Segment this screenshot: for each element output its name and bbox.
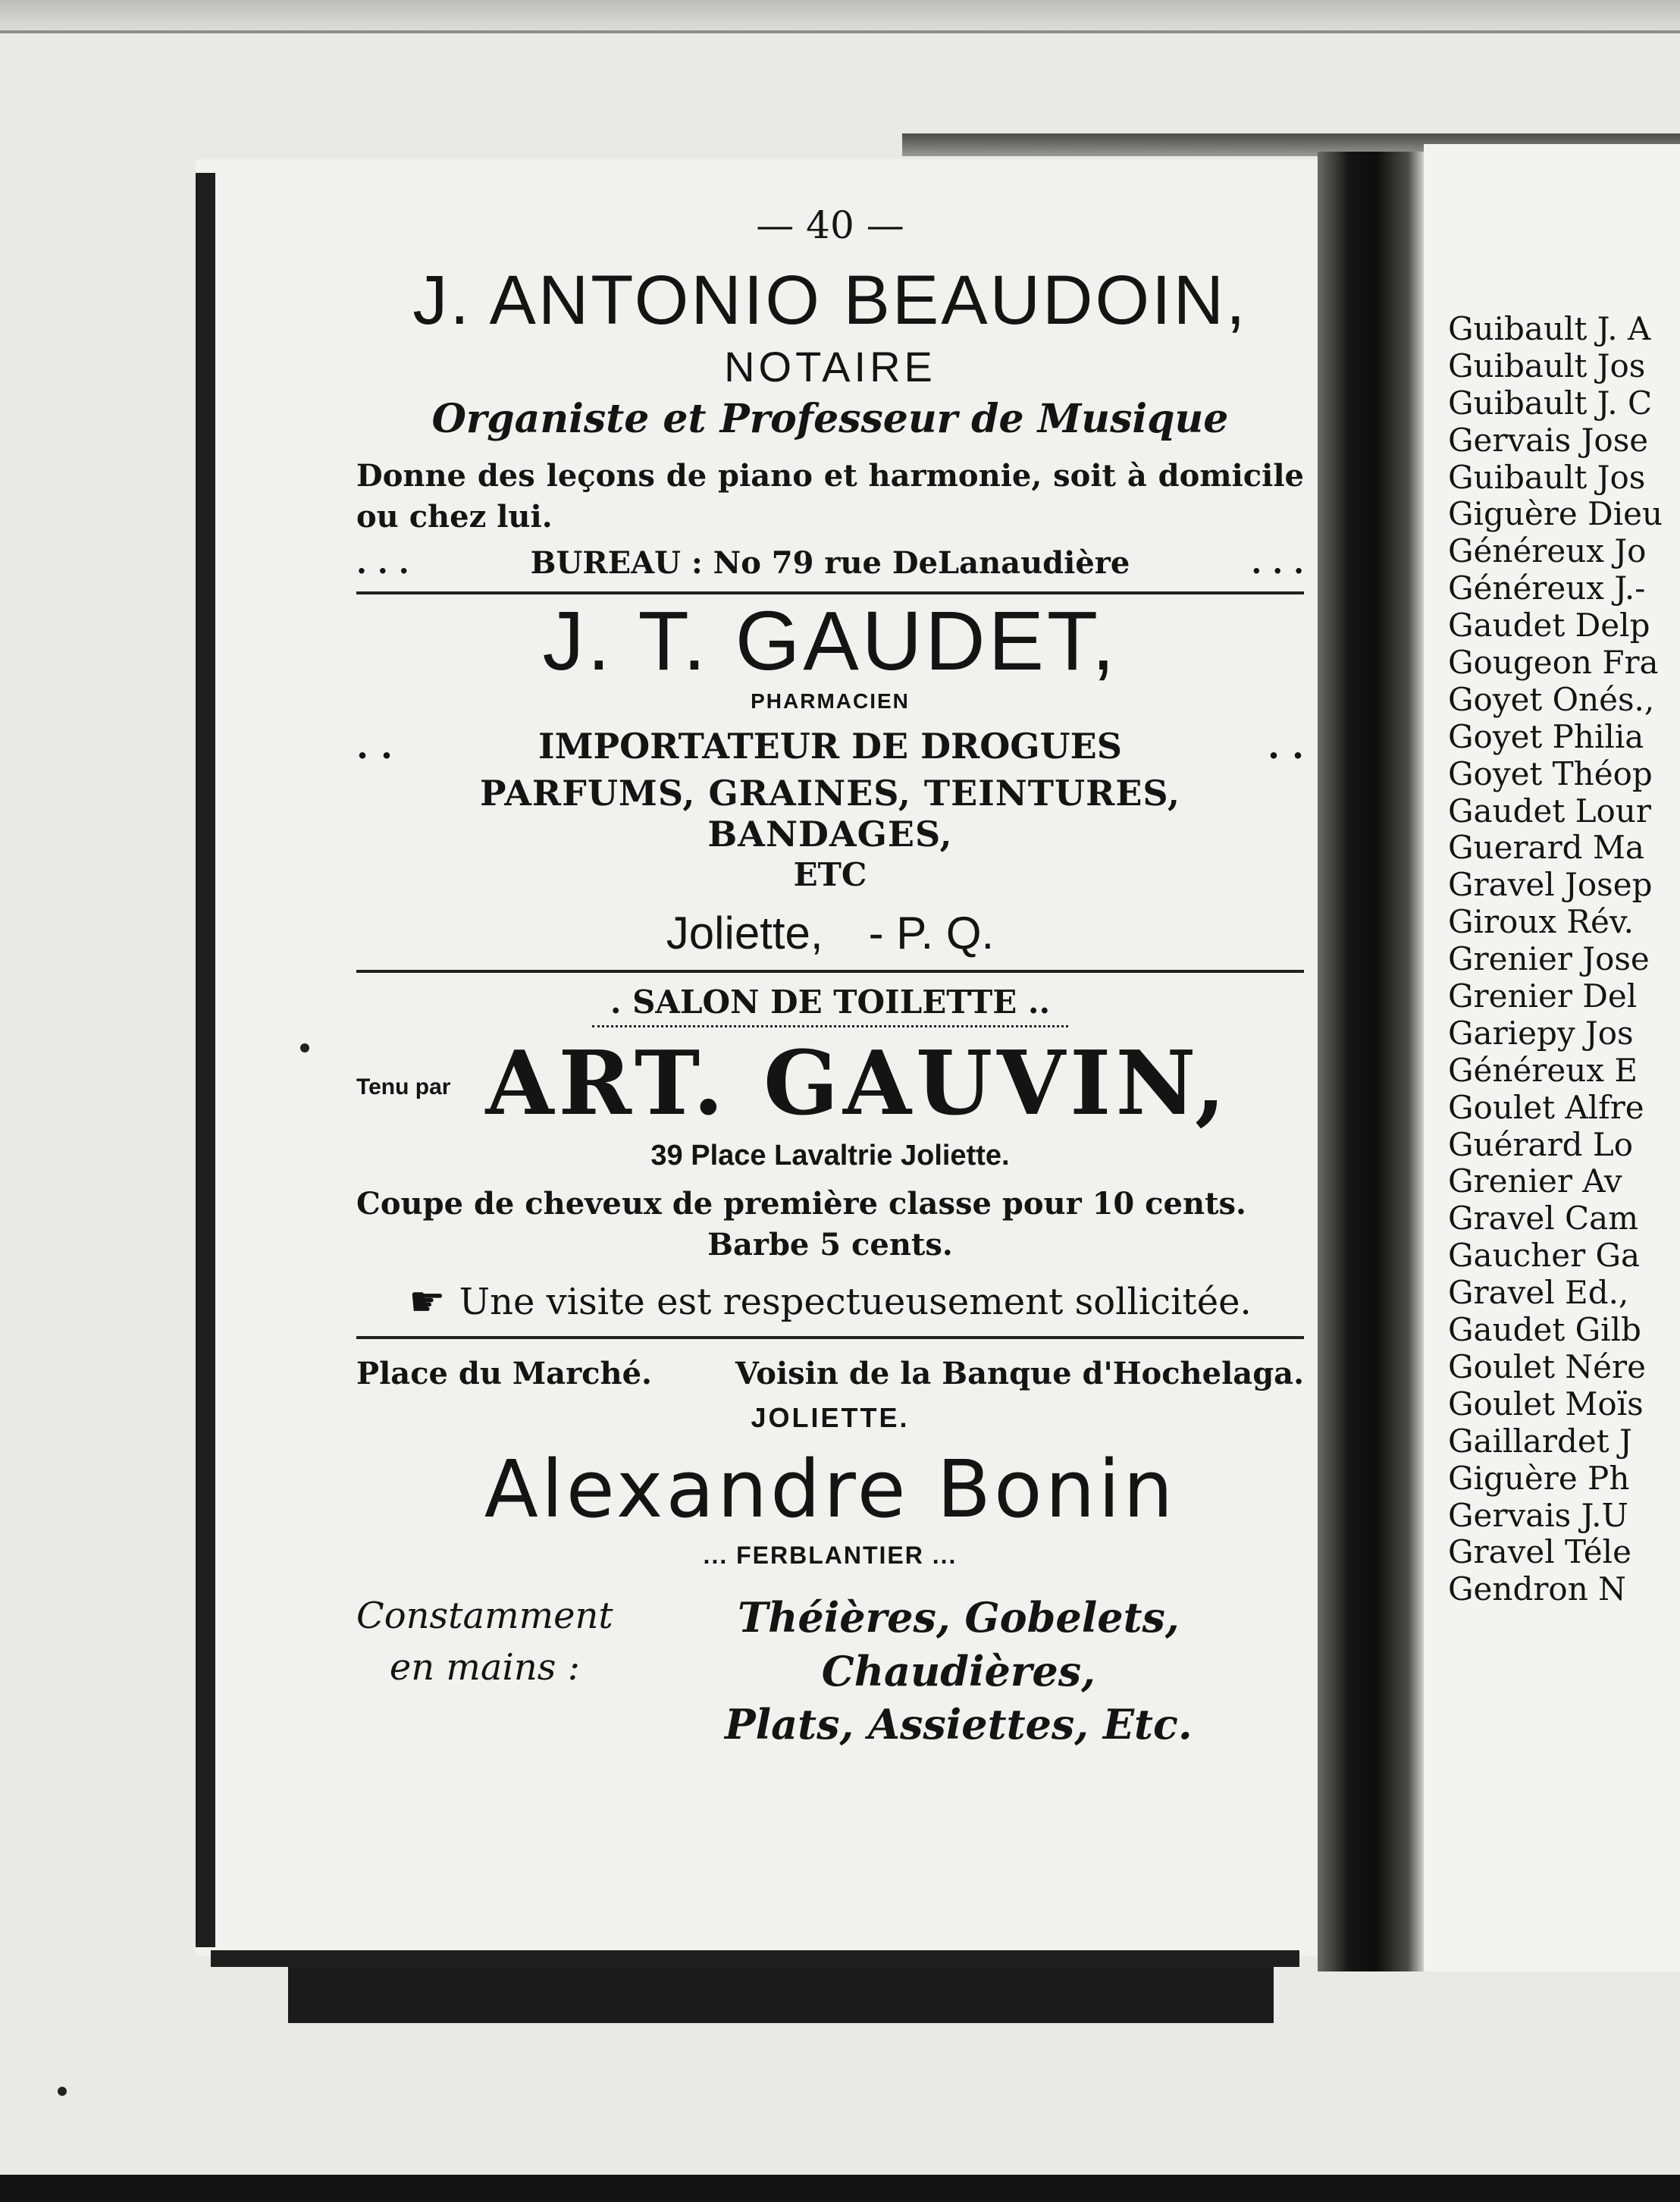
items-line-2: Plats, Assiettes, Etc.	[725, 1699, 1193, 1749]
list-item: Grenier Av	[1448, 1162, 1622, 1200]
list-item: Gravel Josep	[1448, 866, 1653, 904]
constamment-label: Constamment	[356, 1595, 613, 1638]
items-line-1: Théières, Gobelets, Chaudières,	[737, 1593, 1180, 1695]
beaudoin-bureau	[356, 545, 1304, 581]
list-item: Généreux Jo	[1448, 532, 1647, 570]
beaudoin-description: Donne des leçons de piano et harmonie, soit à domicile ou chez lui.	[356, 457, 1304, 535]
gaudet-province: - P. Q.	[868, 908, 995, 959]
gaudet-products: PARFUMS, GRAINES, TEINTURES, BANDAGES,	[480, 773, 1180, 855]
list-item: Gariepy Jos	[1448, 1014, 1634, 1052]
list-item: Gervais J.U	[1448, 1496, 1628, 1534]
bureau-address: BUREAU : No 79 rue DeLanaudière	[530, 544, 1130, 581]
divider-rule	[356, 1336, 1304, 1339]
list-item: Guerard Ma	[1448, 829, 1644, 867]
gauvin-header	[356, 1032, 1304, 1136]
list-item: Gervais Jose	[1448, 421, 1649, 459]
list-item: Giroux Rév.	[1448, 903, 1635, 941]
list-item: Grenier Del	[1448, 977, 1638, 1015]
ink-speck	[300, 1043, 309, 1052]
list-item: Goyet Philia	[1448, 717, 1644, 755]
list-item: Généreux J.-	[1448, 569, 1646, 607]
gauvin-address: 39 Place Lavaltrie Joliette.	[650, 1140, 1010, 1172]
list-item: Giguère Ph	[1448, 1459, 1630, 1497]
divider-rule	[356, 970, 1304, 973]
gauvin-coupe: Coupe de cheveux de première classe pour 10 cents.	[356, 1186, 1246, 1222]
location-row	[356, 1356, 1304, 1391]
list-item: Gougeon Fra	[1448, 644, 1659, 682]
list-item: Goyet Théop	[1448, 754, 1653, 792]
left-page-bottom-border	[211, 1950, 1299, 1967]
list-item: Goulet Moïs	[1448, 1385, 1644, 1423]
gaudet-city: Joliette,	[666, 908, 823, 959]
list-item: Gravel Téle	[1448, 1533, 1631, 1571]
importateur-lead-dots: . .	[356, 726, 393, 767]
bureau-tail-dots: . . .	[1251, 544, 1304, 581]
list-item: Gaudet Delp	[1448, 607, 1650, 645]
stock-label	[356, 1591, 613, 1751]
list-item: Gaucher Ga	[1448, 1237, 1641, 1275]
place-du-marche: Place du Marché.	[356, 1356, 652, 1392]
en-mains-label: en mains :	[389, 1645, 580, 1689]
tenu-par-label: Tenu par	[356, 1074, 451, 1100]
list-item: Guérard Lo	[1448, 1125, 1634, 1163]
page-number: — 40 —	[756, 203, 904, 247]
beaudoin-subtitle: Organiste et Professeur de Musique	[431, 395, 1229, 442]
bonin-trade: ... FERBLANTIER ...	[703, 1542, 958, 1570]
list-item: Guibault Jos	[1448, 458, 1646, 496]
gaudet-etc: ETC	[793, 856, 867, 894]
gaudet-title: PHARMACIEN	[751, 689, 910, 714]
list-item: Gaudet Lour	[1448, 792, 1651, 830]
gaudet-location	[356, 907, 1304, 959]
gauvin-name: ART. GAUVIN,	[485, 1032, 1230, 1136]
salon-text: . SALON DE TOILETTE ..	[592, 983, 1068, 1027]
list-item: Gravel Ed.,	[1448, 1274, 1629, 1312]
gaudet-name: J. T. GAUDET,	[542, 594, 1118, 688]
divider-rule	[356, 591, 1304, 594]
scan-bottom-edge	[0, 2175, 1680, 2202]
gaudet-importateur	[356, 726, 1304, 767]
list-item: Guibault J. C	[1448, 384, 1653, 422]
bonin-stock	[356, 1591, 1304, 1751]
beaudoin-name: J. ANTONIO BEAUDOIN,	[412, 262, 1248, 339]
list-item: Gaudet Gilb	[1448, 1311, 1641, 1349]
page-bottom-shadow	[288, 1967, 1274, 2023]
stock-items	[613, 1591, 1304, 1751]
list-item: Guibault J. A	[1448, 311, 1651, 347]
location-city: JOLIETTE.	[751, 1402, 910, 1434]
bonin-name: Alexandre Bonin	[484, 1443, 1177, 1536]
list-item: Guibault Jos	[1448, 347, 1646, 384]
list-item: Grenier Jose	[1448, 940, 1650, 978]
gauvin-salon	[356, 983, 1304, 1027]
list-item: Goulet Nére	[1448, 1347, 1646, 1385]
gauvin-visite	[356, 1278, 1304, 1325]
importateur-tail-dots: . .	[1267, 726, 1304, 767]
right-page-name-list	[1448, 311, 1680, 1608]
list-item: Goulet Alfre	[1448, 1088, 1644, 1126]
list-item: Gaillardet J	[1448, 1422, 1632, 1460]
pointing-hand-icon: ☛	[409, 1278, 446, 1326]
left-page-border	[196, 173, 215, 1947]
voisin-banque: Voisin de la Banque d'Hochelaga.	[735, 1356, 1304, 1392]
importateur-text: IMPORTATEUR DE DROGUES	[538, 726, 1122, 767]
list-item: Généreux E	[1448, 1051, 1638, 1089]
visite-text: Une visite est respectueusement sollicitée.	[459, 1280, 1252, 1323]
book-gutter	[1318, 152, 1424, 1971]
bureau-lead-dots: . . .	[356, 544, 409, 581]
list-item: Giguère Dieu	[1448, 495, 1663, 533]
advertisement-column	[356, 203, 1304, 1751]
list-item: Gendron N	[1448, 1570, 1626, 1608]
list-item: Gravel Cam	[1448, 1200, 1639, 1237]
beaudoin-title: NOTAIRE	[724, 342, 936, 391]
scan-top-edge	[0, 0, 1680, 33]
gauvin-barbe: Barbe 5 cents.	[707, 1227, 953, 1263]
list-item: Goyet Onés.,	[1448, 680, 1655, 718]
ink-speck	[58, 2087, 67, 2096]
